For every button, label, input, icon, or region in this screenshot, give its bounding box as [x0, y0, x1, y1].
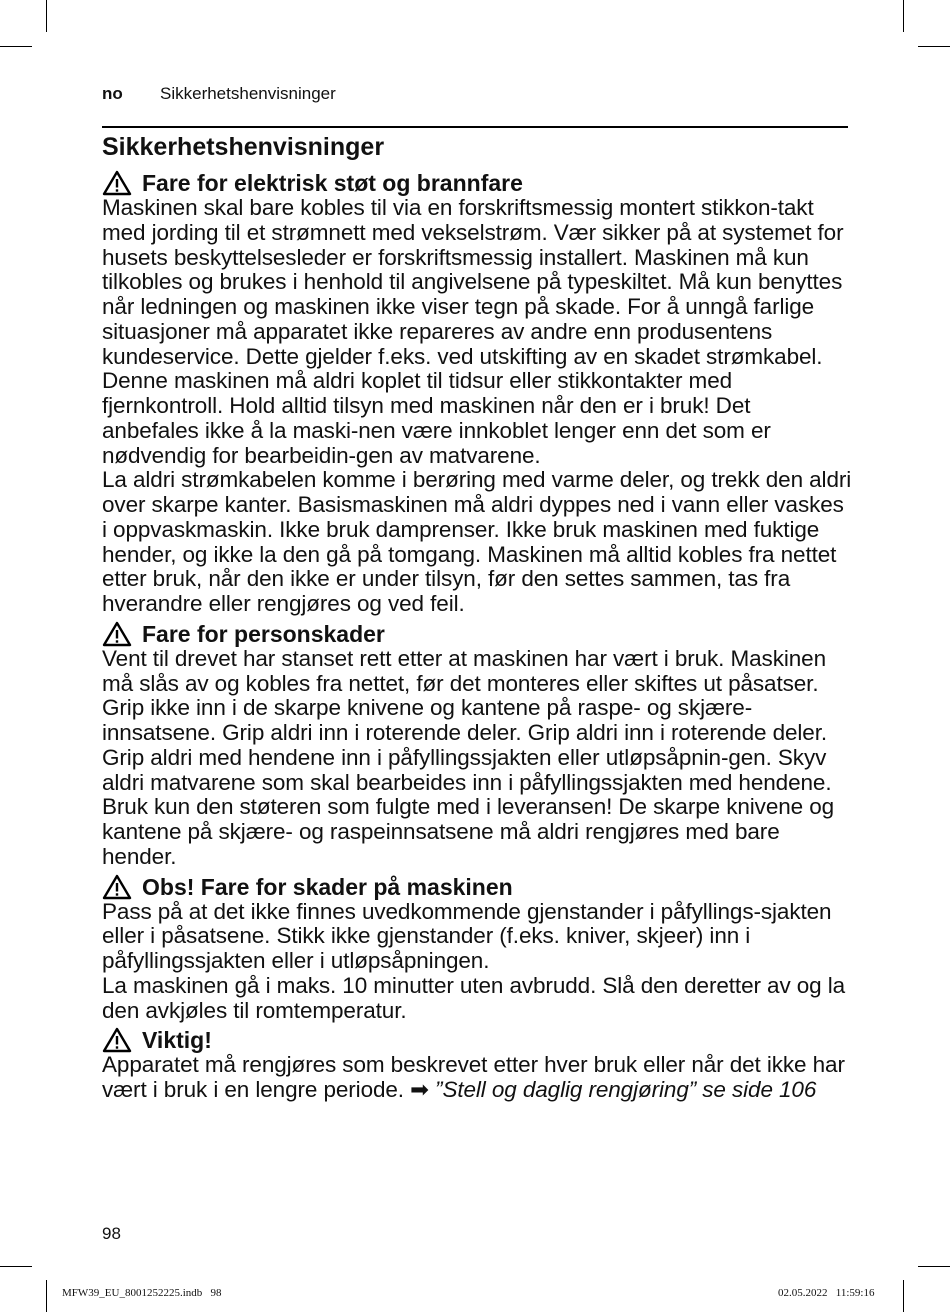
crop-mark	[918, 46, 950, 47]
crop-mark	[918, 1266, 950, 1267]
section-heading-text: Fare for elektrisk støt og brannfare	[142, 170, 523, 196]
section-heading	[102, 170, 852, 196]
crop-mark	[0, 46, 32, 47]
safety-section	[102, 170, 852, 617]
arrow-right-icon: ➡	[410, 1077, 429, 1102]
safety-section	[102, 621, 852, 870]
warning-icon	[102, 874, 132, 900]
section-paragraph: La maskinen gå i maks. 10 minutter uten avbrudd. Slå den deretter av og la den avkjøles til romtemperatur.	[102, 972, 846, 1023]
section-paragraph: Pass på at det ikke finnes uvedkommende gjenstander i påfyllings-sjakten eller i påsatsene. Stikk ikke gjenstander (f.eks. kniver, skjeer) inn i påfyllingssjakten eller i utløpsåpningen.	[102, 898, 832, 973]
running-title: Sikkerhetshenvisninger	[160, 84, 336, 103]
section-paragraph	[102, 1053, 852, 1103]
section-heading	[102, 1027, 852, 1053]
section-heading-text: Fare for personskader	[142, 620, 385, 647]
section-heading-text: Viktig!	[142, 1027, 212, 1054]
section-paragraph: Grip ikke inn i de skarpe knivene og kantene på raspe- og skjære-innsatsene. Grip aldri inn i roterende deler. Grip aldri inn i roterende deler. Grip aldri med hendene inn i påfyllingssjakten eller utløpsåpnin-gen. Skyv aldri matvarene som skal bearbeides inn i påfyllingssjakten med hendene. Bruk kun den støteren som fulgte med i leveransen! De skarpe knivene og kantene på skjære- og raspeinnsatsene må aldri rengjøres med bare hender.	[102, 695, 835, 869]
section-heading-text: Obs! Fare for skader på maskinen	[142, 873, 513, 900]
crop-mark	[903, 1280, 904, 1312]
language-code: no	[102, 84, 123, 103]
main-content	[102, 130, 852, 1103]
footer-timestamp: 02.05.2022 11:59:16	[778, 1287, 875, 1299]
page-number: 98	[102, 1224, 121, 1243]
header-rule	[102, 126, 848, 128]
safety-section	[102, 1027, 852, 1103]
paragraph-text: Apparatet må rengjøres som beskrevet etter hver bruk eller når det ikke har vært i bruk i en lengre periode.	[102, 1052, 845, 1102]
section-paragraph: Vent til drevet har stanset rett etter at maskinen har vært i bruk. Maskinen må slås av og kobles fra nettet, før det monteres eller skiftes ut påsatser.	[102, 645, 826, 696]
crop-mark	[903, 0, 904, 32]
warning-icon	[102, 170, 132, 196]
crop-mark	[0, 1266, 32, 1267]
section-heading	[102, 874, 852, 900]
footer-file-info: MFW39_EU_8001252225.indb 98	[62, 1287, 222, 1299]
crop-mark	[46, 0, 47, 32]
page-title: Sikkerhetshenvisninger	[102, 133, 385, 161]
running-header	[102, 84, 336, 104]
section-paragraph: La aldri strømkabelen komme i berøring med varme deler, og trekk den aldri over skarpe kanter. Basismaskinen må aldri dyppes ned i vann eller vaskes i oppvaskmaskin. Ikke bruk damprenser. Ikke bruk maskinen med fuktige hender, og ikke la den gå på tomgang. Maskinen må alltid kobles fra nettet etter bruk, når den ikke er under tilsyn, før den settes sammen, tas fra hverandre eller rengjøres og ved feil.	[102, 467, 852, 616]
warning-icon	[102, 621, 132, 647]
section-paragraph: Maskinen skal bare kobles til via en forskriftsmessig montert stikkon-takt med jording til et strømnett med vekselstrøm. Vær sikker på at systemet for husets beskyttelsesleder er forskriftsmessig installert. Maskinen må kun tilkobles og brukes i henhold til angivelsene på typeskiltet. Må kun benyttes når ledningen og maskinen ikke viser tegn på skade. For å unngå farlige situasjoner må apparatet ikke repareres av andre enn produsentens kundeservice. Dette gjelder f.eks. ved utskifting av en skadet strømkabel. Denne maskinen må aldri koplet til tidsur eller stikkontakter med fjernkontroll. Hold alltid tilsyn med maskinen når den er i bruk! Det anbefales ikke å la maski-nen være innkoblet lenger enn det som er nødvendig for bearbeidin-gen av matvarene.	[102, 195, 844, 468]
warning-icon	[102, 1027, 132, 1053]
cross-reference-link[interactable]: ”Stell og daglig rengjøring” se side 106	[435, 1077, 817, 1102]
section-heading	[102, 621, 852, 647]
crop-mark	[46, 1280, 47, 1312]
safety-section	[102, 874, 852, 1024]
